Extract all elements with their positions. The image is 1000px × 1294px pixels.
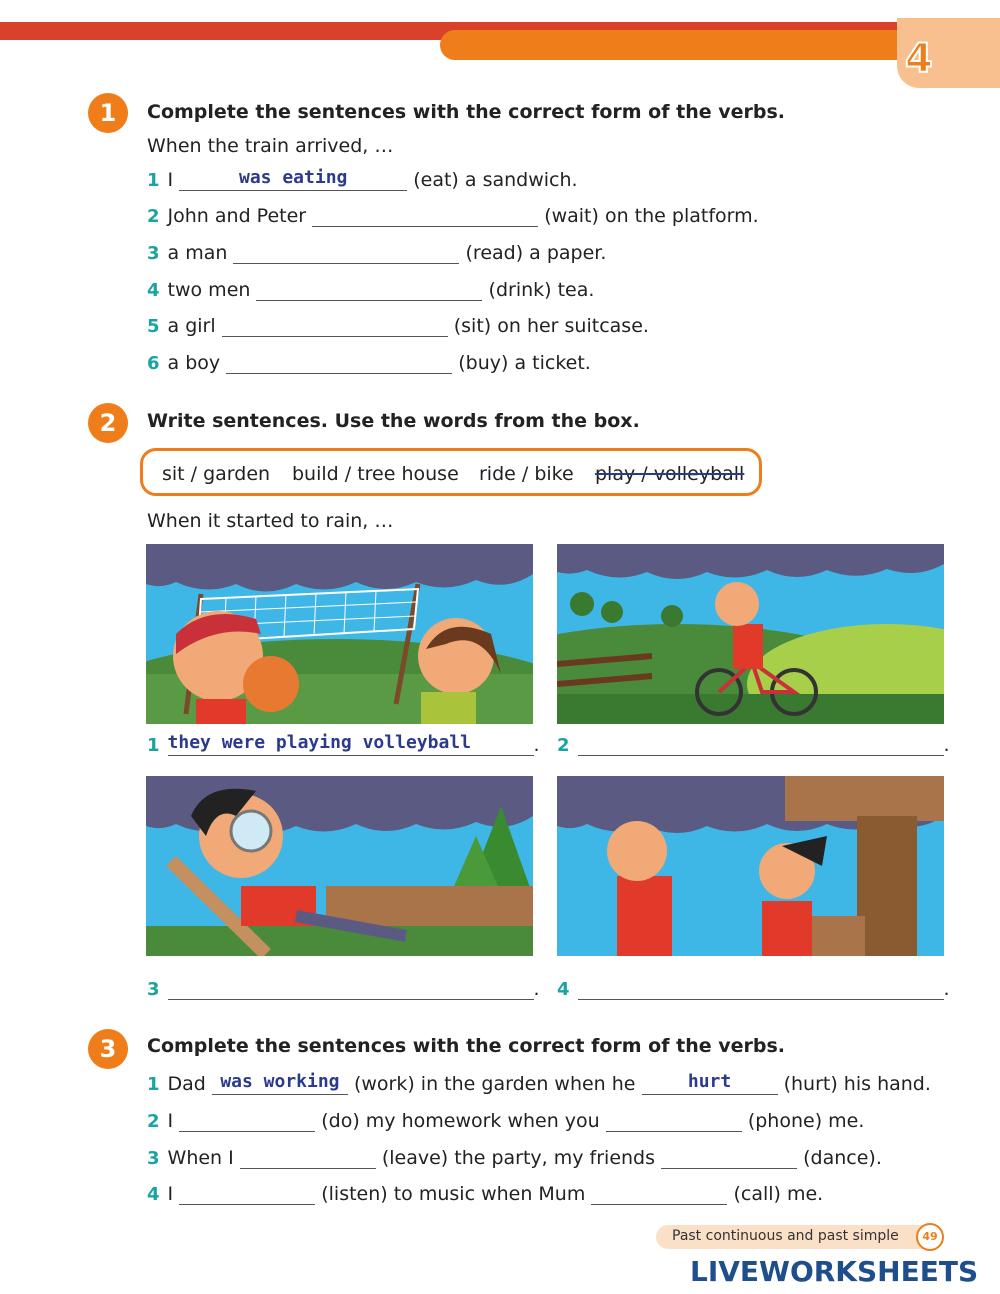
answer-field[interactable]	[591, 1182, 727, 1205]
period: .	[533, 978, 540, 1000]
item-number: 4	[557, 979, 570, 1000]
answer-field[interactable]	[226, 351, 452, 374]
item-post: (sit) on her suitcase.	[453, 315, 649, 337]
exercise-3-title: Complete the sentences with the correct form of the verbs.	[147, 1035, 785, 1057]
item-number: 5	[147, 316, 160, 337]
item-a: I	[167, 1110, 174, 1132]
picture-volleyball	[146, 544, 533, 724]
answer-field[interactable]	[661, 1146, 797, 1169]
item-d: (hurt) his hand.	[783, 1073, 931, 1095]
item-a: Dad	[167, 1073, 206, 1095]
item-number: 3	[147, 243, 160, 264]
item-number: 1	[147, 170, 160, 191]
answer-field[interactable]	[606, 1109, 742, 1132]
ex3-item-3	[147, 1146, 882, 1169]
answer-field[interactable]: hurt	[642, 1072, 778, 1095]
answer-field[interactable]	[179, 1109, 315, 1132]
volleyball-illustration	[146, 544, 533, 724]
item-a: I	[167, 1183, 174, 1205]
footer-label: Past continuous and past simple	[672, 1228, 899, 1244]
exercise-2-badge: 2	[88, 403, 128, 443]
brand-logo: LIVEWORKSHEETS	[690, 1255, 979, 1288]
item-pre: I	[167, 169, 174, 191]
item-number: 4	[147, 280, 160, 301]
period: .	[943, 978, 950, 1000]
period: .	[533, 734, 540, 756]
exercise-1-title: Complete the sentences with the correct form of the verbs.	[147, 101, 785, 123]
bike-illustration	[557, 544, 944, 724]
ex1-item-2	[147, 204, 759, 227]
ex3-item-2	[147, 1109, 864, 1132]
picture-bike	[557, 544, 944, 724]
answer-field[interactable]	[222, 314, 448, 337]
item-number: 2	[147, 206, 160, 227]
item-number: 6	[147, 353, 160, 374]
picture-tree-house	[557, 776, 944, 956]
word-sit-garden: sit / garden	[162, 463, 271, 485]
exercise-1-badge: 1	[88, 93, 128, 133]
answer-field[interactable]	[179, 1182, 315, 1205]
item-c: (do) my homework when you	[321, 1110, 600, 1132]
item-number: 2	[147, 1111, 160, 1132]
item-post: (read) a paper.	[465, 242, 607, 264]
item-pre: a man	[167, 242, 228, 264]
item-number: 2	[557, 735, 570, 756]
word-ride-bike: ride / bike	[479, 463, 574, 485]
answer-field[interactable]	[240, 1146, 376, 1169]
item-c: (listen) to music when Mum	[321, 1183, 586, 1205]
ex2-answer-2	[557, 733, 950, 756]
item-number: 3	[147, 979, 160, 1000]
answer-field[interactable]: they were playing volleyball	[168, 733, 534, 756]
item-post: (buy) a ticket.	[458, 352, 591, 374]
page-number: 49	[916, 1223, 944, 1251]
garden-illustration	[146, 776, 533, 956]
answer-field[interactable]	[168, 977, 534, 1000]
ex1-item-3	[147, 241, 606, 264]
ex2-answer-4	[557, 977, 950, 1000]
answer-field[interactable]	[578, 733, 944, 756]
answer-field[interactable]	[233, 241, 459, 264]
ex1-item-1	[147, 168, 578, 191]
item-a: When I	[167, 1147, 234, 1169]
item-pre: a girl	[167, 315, 216, 337]
item-pre: a boy	[167, 352, 221, 374]
item-post: (eat) a sandwich.	[413, 169, 578, 191]
answer-field[interactable]	[256, 278, 482, 301]
item-d: (call) me.	[733, 1183, 824, 1205]
answer-field[interactable]	[578, 977, 944, 1000]
word-build-tree-house: build / tree house	[292, 463, 459, 485]
answer-field[interactable]	[312, 204, 538, 227]
answer-field[interactable]: was working	[212, 1072, 348, 1095]
item-d: (phone) me.	[747, 1110, 865, 1132]
exercise-1-intro: When the train arrived, …	[147, 135, 394, 157]
exercise-2-intro: When it started to rain, …	[147, 510, 394, 532]
item-c: (leave) the party, my friends	[381, 1147, 656, 1169]
item-post: (wait) on the platform.	[544, 205, 759, 227]
tree-house-illustration	[557, 776, 944, 956]
answer-field[interactable]: was eating	[179, 168, 407, 191]
ex3-item-1	[147, 1072, 931, 1095]
exercise-3-badge: 3	[88, 1029, 128, 1069]
item-number: 1	[147, 735, 160, 756]
item-pre: two men	[167, 279, 251, 301]
picture-garden	[146, 776, 533, 956]
item-c: (work) in the garden when he	[353, 1073, 636, 1095]
header-bar-accent	[440, 30, 910, 60]
word-play-volleyball: play / volleyball	[595, 463, 745, 485]
ex3-item-4	[147, 1182, 823, 1205]
unit-number: 4	[905, 36, 933, 82]
ex2-answer-1	[147, 733, 540, 756]
ex1-item-4	[147, 278, 594, 301]
word-box	[140, 448, 762, 496]
exercise-2-title: Write sentences. Use the words from the box.	[147, 410, 640, 432]
period: .	[943, 734, 950, 756]
item-d: (dance).	[803, 1147, 882, 1169]
item-pre: John and Peter	[167, 205, 307, 227]
item-number: 4	[147, 1184, 160, 1205]
page-footer	[656, 1225, 944, 1249]
ex2-answer-3	[147, 977, 540, 1000]
ex1-item-5	[147, 314, 649, 337]
ex1-item-6	[147, 351, 591, 374]
item-post: (drink) tea.	[488, 279, 595, 301]
item-number: 3	[147, 1148, 160, 1169]
item-number: 1	[147, 1074, 160, 1095]
